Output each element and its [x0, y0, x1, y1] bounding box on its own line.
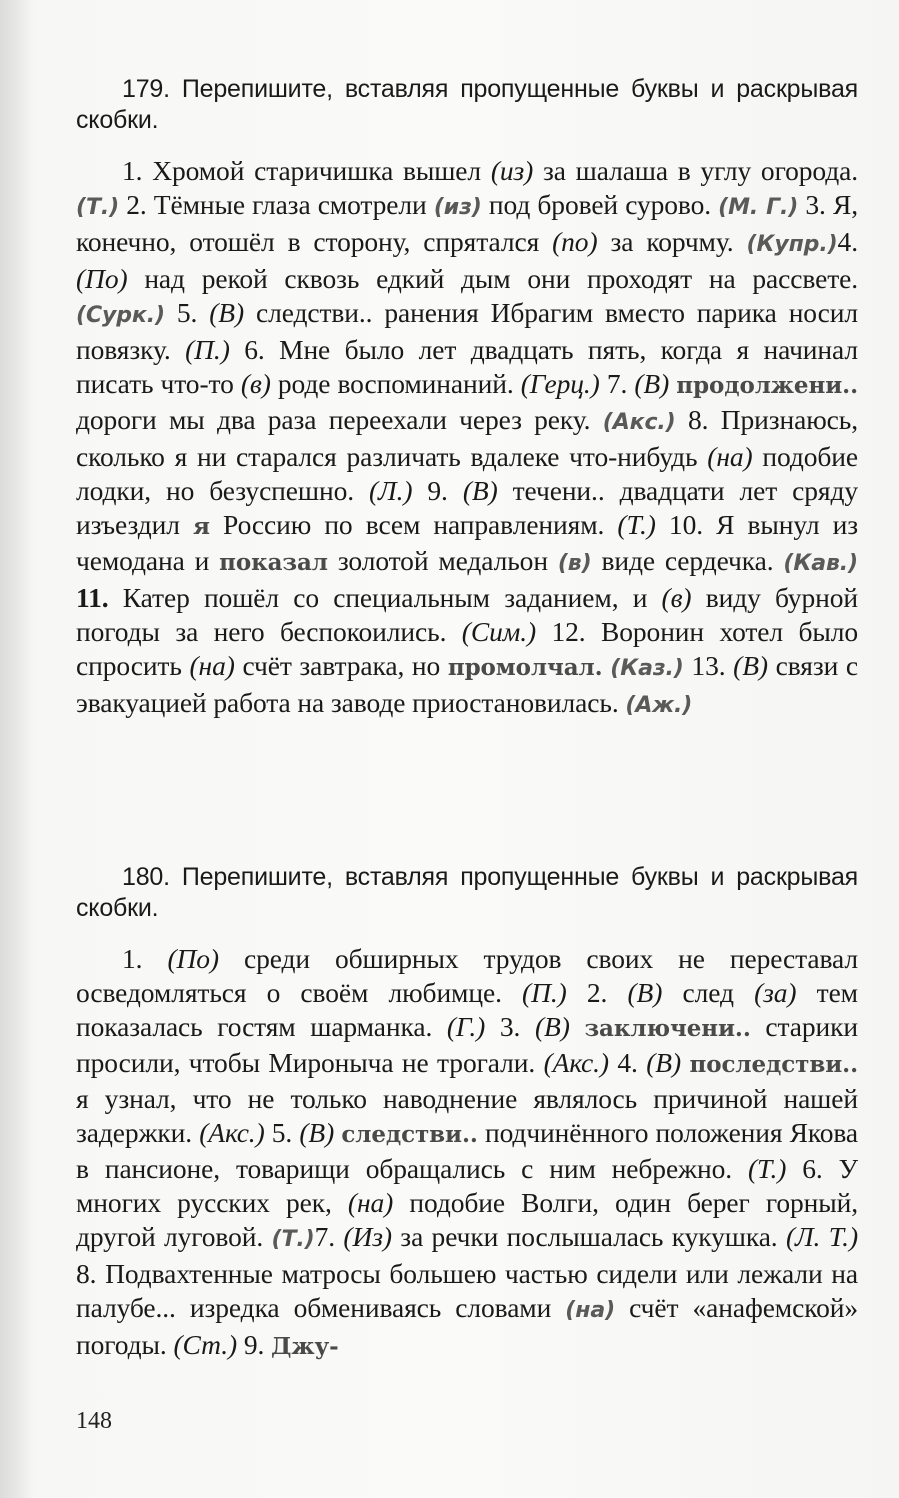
- text-run: подобие Волги, один берег горный, другой луговой.: [76, 1187, 858, 1252]
- item-number: 11.: [76, 582, 109, 613]
- italic-run: (П.): [522, 977, 567, 1008]
- text-run: 8. Признаюсь, сколько я ни старался различать вдалеке что-нибудь: [76, 404, 858, 472]
- exercise-179-text: [76, 154, 858, 723]
- text-run: 1. Хромой старичишка вышел: [122, 155, 491, 186]
- source-ref: (на): [565, 1298, 616, 1323]
- text-run: 2.: [566, 977, 628, 1008]
- italic-run: (Из): [343, 1221, 392, 1252]
- text-run: связи с эвакуацией работа на заводе приостановилась.: [76, 650, 858, 718]
- text-run: роде воспоминаний.: [270, 368, 521, 399]
- source-ref: (Каз.): [610, 656, 684, 681]
- text-run: за шалаша в углу огорода.: [533, 155, 858, 186]
- italic-run: (Т.): [617, 509, 656, 540]
- page-number: 148: [76, 1408, 112, 1434]
- text-run: 6. Мне было лет двадцать пять, когда я начинал писать что-то: [76, 334, 859, 399]
- text-run: 13.: [683, 650, 734, 681]
- source-ref: (Аж.): [625, 693, 693, 718]
- italic-run: (Л. Т.): [785, 1221, 858, 1252]
- source-ref: (Купр.): [746, 232, 838, 257]
- italic-run: (из): [490, 155, 534, 186]
- text-run: 9.: [412, 475, 463, 506]
- text-run: течени.. двадцати лет сряду изъездил: [76, 475, 858, 540]
- italic-run: (В): [733, 650, 768, 681]
- text-run: счёт «анафемской» погоды.: [76, 1292, 858, 1360]
- italic-run: (на): [707, 441, 753, 472]
- bold-word: я: [193, 513, 210, 540]
- text-run: [570, 1011, 585, 1042]
- italic-run: (за): [754, 977, 797, 1008]
- exercise-180-heading: 180. Перепишите, вставляя пропущенные буквы и раскрывая скобки.: [76, 863, 858, 922]
- bold-word: заключени..: [584, 1015, 751, 1042]
- italic-run: (Сим.): [461, 616, 537, 647]
- italic-run: (по): [552, 226, 598, 257]
- text-run: Россию по всем направлениям.: [209, 509, 618, 540]
- italic-run: (Акс.): [543, 1047, 609, 1078]
- text-run: 7.: [599, 368, 635, 399]
- italic-run: (В): [299, 1117, 335, 1148]
- text-run: под бровей сурово.: [481, 189, 719, 220]
- italic-run: (Л.): [369, 475, 413, 506]
- source-ref: (Акс.): [602, 410, 676, 435]
- italic-run: (В): [627, 977, 663, 1008]
- text-run: 8. Подвахтенные матросы большею частью сидели или лежали на палубе... изредка обмениваясь словами: [76, 1258, 858, 1323]
- text-run: среди обширных трудов своих не переставал осведомляться о своём любимце.: [76, 943, 858, 1008]
- text-run: виде сердечка.: [591, 545, 784, 576]
- italic-run: (Акс.): [199, 1117, 265, 1148]
- italic-run: (Г.): [446, 1011, 486, 1042]
- text-run: за корчму.: [597, 226, 747, 257]
- bold-word: Джу-: [271, 1333, 339, 1360]
- text-run: счёт завтрака, но: [234, 650, 448, 681]
- source-ref: (Т.): [76, 195, 120, 220]
- italic-run: (на): [189, 650, 235, 681]
- italic-run: (П.): [185, 334, 230, 365]
- italic-run: (Ст.): [173, 1329, 238, 1360]
- italic-run: (В): [634, 368, 670, 399]
- text-run: следстви.. ранения Ибрагим вместо парика носил повязку.: [76, 297, 858, 365]
- text-run: 7.: [314, 1221, 344, 1252]
- italic-run: (В): [209, 297, 245, 328]
- italic-run: (Т.): [747, 1153, 787, 1184]
- bold-word: показал: [219, 549, 328, 576]
- text-run: подобие лодки, но безуспешно.: [76, 441, 859, 506]
- text-run: тем показалась гостям шарманка.: [76, 977, 858, 1042]
- source-ref: (в): [557, 551, 592, 576]
- text-run: 5.: [164, 297, 210, 328]
- italic-run: (По): [76, 263, 128, 294]
- bold-word: следстви..: [341, 1121, 478, 1148]
- italic-run: (в): [240, 368, 271, 399]
- exercise-180-text: [76, 942, 858, 1364]
- text-run: виду бурной погоды за него беспокоились.: [76, 582, 858, 647]
- text-run: 2. Тёмные глаза смотрели: [119, 189, 434, 220]
- text-run: над рекой сквозь едкий дым они проходят на рассвете.: [127, 263, 858, 294]
- text-run: 3. Я, конечно, отошёл в сторону, спрятался: [76, 189, 858, 257]
- exercise-179: [76, 74, 858, 723]
- text-run: 4.: [608, 1047, 647, 1078]
- italic-run: (на): [347, 1187, 394, 1218]
- text-run: 6. У многих русских рек,: [76, 1153, 858, 1218]
- italic-run: (Герц.): [520, 368, 600, 399]
- bold-word: последстви..: [689, 1051, 858, 1078]
- text-run: 10. Я вынул из чемодана и: [76, 509, 858, 576]
- text-run: 4.: [837, 226, 858, 257]
- bold-word: промолчал.: [447, 654, 603, 681]
- text-run: 5.: [264, 1117, 300, 1148]
- italic-run: (в): [661, 582, 692, 613]
- text-run: 9.: [237, 1329, 272, 1360]
- source-ref: (Т.): [271, 1227, 315, 1252]
- text-run: старики просили, чтобы Мироныча не трогали.: [76, 1011, 859, 1078]
- text-run: дороги мы два раза переехали через реку.: [76, 404, 603, 435]
- text-run: 3.: [485, 1011, 535, 1042]
- exercise-180: [76, 862, 858, 1364]
- text-run: 1.: [122, 943, 168, 974]
- source-ref: (из): [433, 195, 482, 220]
- text-run: [681, 1047, 689, 1078]
- source-ref: (Сурк.): [76, 303, 165, 328]
- text-run: за речки послышалась кукушка.: [391, 1221, 786, 1252]
- italic-run: (В): [646, 1047, 682, 1078]
- binding-shadow: [0, 0, 30, 1498]
- text-run: 12. Воронин хотел было спросить: [76, 616, 859, 681]
- source-ref: (М. Г.): [718, 195, 799, 220]
- text-run: Катер пошёл со специальным заданием, и: [108, 582, 662, 613]
- italic-run: (В): [534, 1011, 570, 1042]
- text-run: след: [662, 977, 755, 1008]
- italic-run: (В): [462, 475, 498, 506]
- italic-run: (По): [167, 943, 219, 974]
- text-run: золотой медальон: [327, 545, 558, 576]
- source-ref: (Кав.): [783, 551, 858, 576]
- bold-word: продолжени..: [676, 372, 858, 399]
- text-run: подчинённого положения Якова в пансионе, товарищи обращались с ним небрежно.: [76, 1117, 858, 1184]
- text-run: я узнал, что не только наводнение являлось причиной нашей задержки.: [76, 1083, 858, 1148]
- exercise-179-heading: 179. Перепишите, вставляя пропущенные буквы и раскрывая скобки.: [76, 75, 858, 134]
